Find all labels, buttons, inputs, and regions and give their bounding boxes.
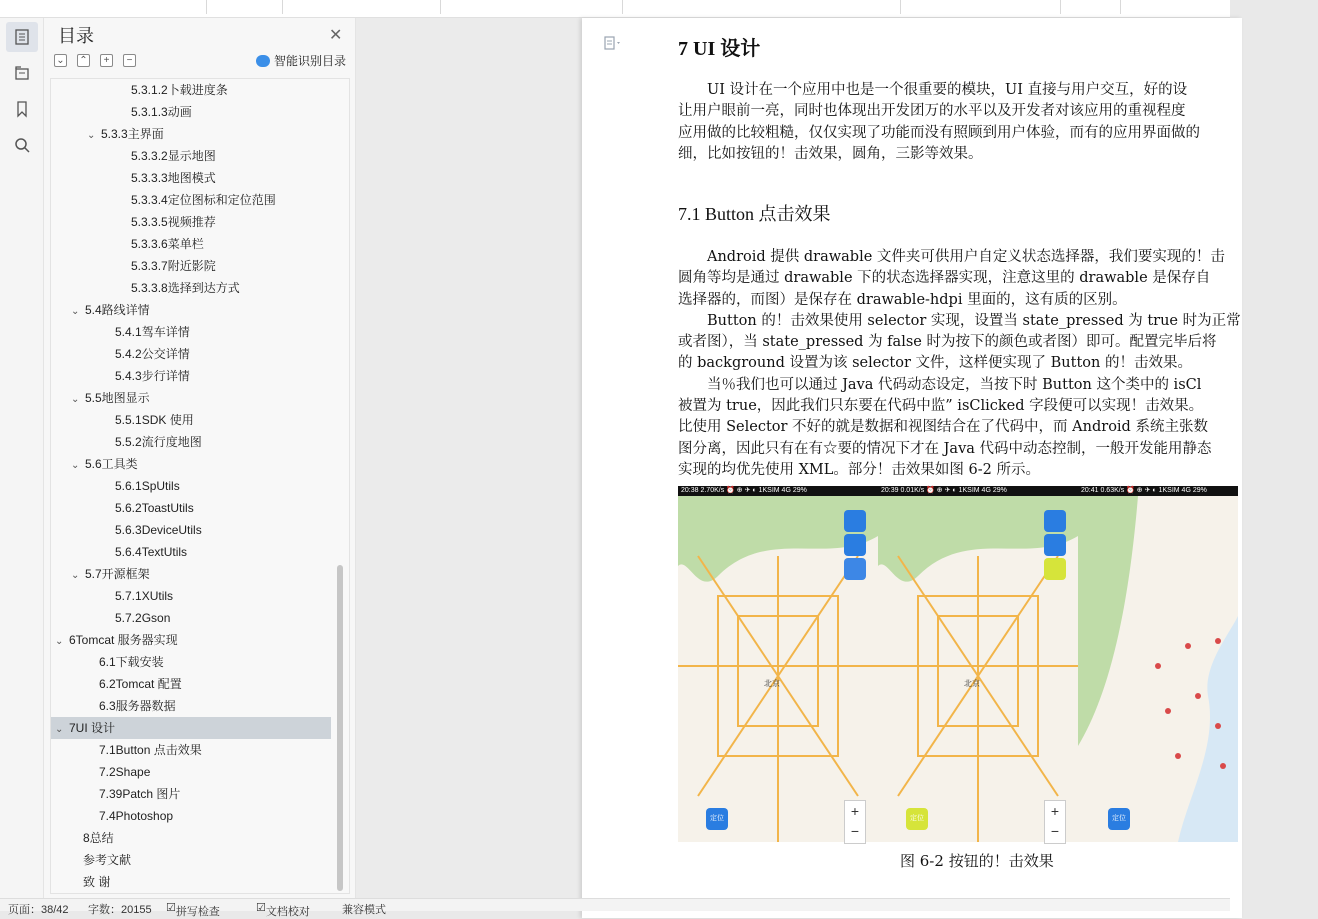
map-action-button[interactable]	[1044, 510, 1066, 532]
toc-item-label: 7.1Button 点击效果	[99, 743, 202, 757]
navigation-button[interactable]	[6, 58, 38, 88]
map-pin	[1215, 638, 1221, 644]
close-icon[interactable]: ✕	[329, 27, 343, 44]
map-pin	[1195, 693, 1201, 699]
toc-item-label: 5.6工具类	[85, 457, 138, 471]
map-action-button[interactable]	[844, 558, 866, 580]
toc-item[interactable]	[51, 563, 331, 585]
body-line: 实现的均优先使用 XML。部分！击效果如图 6-2 所示。	[678, 461, 1040, 478]
toc-item-label: 5.6.4TextUtils	[115, 545, 188, 559]
body-line: Android 提供 drawable 文件夹可供用户自定义状态选择器，我们要实现的！击	[707, 249, 1225, 265]
bookmark-icon	[13, 100, 31, 118]
toc-item-label: 5.3.3.6菜单栏	[131, 237, 204, 251]
phone-status-bar: 20:39 0.01K/s ⏰ ⊕ ✈ ◐ 1KSIM 4G 29%	[878, 486, 1078, 496]
toc-item[interactable]	[51, 739, 331, 761]
toc-item[interactable]	[51, 79, 331, 101]
map-pin	[1220, 763, 1226, 769]
body-line: 选择器的，而图）是保存在 drawable-hdpi 里面的，这有质的区别。	[678, 291, 1127, 308]
chevron-down-icon[interactable]: ⌄	[71, 570, 80, 581]
toc-item-label: 5.6.3DeviceUtils	[115, 523, 202, 537]
figure-screenshots	[678, 486, 1238, 842]
document-area	[356, 18, 1241, 898]
toc-item[interactable]	[51, 695, 331, 717]
spell-check[interactable]: ☑ 拼写检查	[166, 902, 220, 918]
toc-list	[50, 78, 350, 894]
collapse-chevron-down-icon[interactable]: ⌄	[54, 54, 67, 67]
toc-item[interactable]	[51, 717, 331, 739]
doc-proof[interactable]: ☑ 文档校对	[256, 902, 310, 918]
chevron-down-icon[interactable]: ⌄	[55, 636, 64, 647]
map-screenshot	[1078, 486, 1238, 842]
intro-line: 细，比如按钮的！击效果，圆角，三影等效果。	[678, 145, 983, 162]
toc-item[interactable]	[51, 673, 331, 695]
toc-item[interactable]	[51, 497, 331, 519]
toc-item[interactable]	[51, 475, 331, 497]
toc-item-label: 7.39Patch 图片	[99, 787, 181, 801]
toc-item-label: 致 谢	[83, 875, 111, 889]
toc-item-label: 5.3.1.3动画	[131, 105, 192, 119]
toc-item[interactable]	[51, 827, 331, 849]
toolbar-divider	[282, 0, 283, 14]
map-city-label: 北京	[764, 679, 780, 688]
toc-item-label: 7UI 设计	[69, 721, 116, 735]
toc-item-label: 6.2Tomcat 配置	[99, 677, 182, 691]
body-line: 或者图），当 state_pressed 为 false 时为按下的颜色或者图）即可。配置完毕后将	[678, 334, 1217, 351]
body-line: 图分离，因此只有在有☆要的情况下才在 Java 代码中动态控制，一般开发能用静态	[678, 440, 1212, 457]
toc-item-label: 5.4.2公交详情	[115, 347, 190, 361]
figure-caption: 图 6-2 按钮的！击效果	[900, 852, 1054, 870]
toc-item[interactable]	[51, 607, 331, 629]
chevron-down-icon[interactable]: ⌄	[71, 394, 80, 405]
locate-button[interactable]: 定位	[906, 808, 928, 830]
toc-item-label: 5.7.1XUtils	[115, 589, 174, 603]
page-count: 页面：38/42	[8, 904, 69, 916]
chevron-down-icon[interactable]: ⌄	[55, 724, 64, 735]
toc-item[interactable]	[51, 299, 331, 321]
map-canvas	[1078, 496, 1238, 842]
toolbar-divider	[440, 0, 441, 14]
toc-item[interactable]	[51, 541, 331, 563]
map-pin	[1175, 753, 1181, 759]
toc-item-label: 5.4.1驾车详情	[115, 325, 190, 339]
map-screenshot	[678, 486, 878, 842]
toc-item-label: 5.3.3.4定位图标和定位范围	[131, 193, 276, 207]
toolbar-divider	[206, 0, 207, 14]
toc-item-label: 5.5.1SDK 使用	[115, 413, 194, 427]
toc-item-label: 5.6.2ToastUtils	[115, 501, 194, 515]
map-action-button[interactable]	[844, 510, 866, 532]
toc-item-label: 6.3服务器数据	[99, 699, 176, 713]
body-line: 圆角等均是通过 drawable 下的状态选择器实现，注意这里的 drawable 是保存自	[678, 270, 1211, 287]
toc-item[interactable]	[51, 409, 331, 431]
toc-item-label: 8总结	[83, 831, 114, 845]
toolbar-divider	[900, 0, 901, 14]
smart-toc-button[interactable]	[256, 52, 346, 69]
body-line: Button 的！击效果使用 selector 实现，设置当 state_pressed 为 true 时为正常	[707, 312, 1241, 329]
search-icon	[13, 136, 31, 154]
toc-item[interactable]	[51, 123, 331, 145]
toc-item-label: 5.3.3.5视频推荐	[131, 215, 216, 229]
page-options-icon[interactable]	[604, 36, 624, 50]
toc-item[interactable]	[51, 211, 331, 233]
chevron-down-icon[interactable]: ⌄	[71, 306, 80, 317]
toc-item-label: 5.4路线详情	[85, 303, 150, 317]
intro-line: 让用户眼前一亮，同时也体现出开发团万的水平以及开发者对该应用的重视程度	[678, 103, 1186, 120]
bookmark-button[interactable]	[6, 94, 38, 124]
map-pin	[1165, 708, 1171, 714]
toc-item-label: 5.3.3.8选择到达方式	[131, 281, 240, 295]
toc-item-label: 7.2Shape	[99, 765, 151, 779]
toolbar-divider	[1120, 0, 1121, 14]
phone-status-bar: 20:41 0.63K/s ⏰ ⊕ ✈ ◐ 1KSIM 4G 29%	[1078, 486, 1238, 496]
status-bar	[0, 898, 1230, 918]
toc-item[interactable]	[51, 761, 331, 783]
toc-item[interactable]	[51, 101, 331, 123]
map-city-label: 北京	[964, 679, 980, 688]
toc-item-label: 5.7.2Gson	[115, 611, 171, 625]
map-zoom-control[interactable]: + −	[1044, 800, 1066, 844]
toc-item-label: 5.3.3主界面	[101, 127, 164, 141]
map-screenshot	[878, 486, 1078, 842]
compat-mode: 兼容模式	[342, 904, 386, 916]
map-pin	[1155, 663, 1161, 669]
chevron-down-icon[interactable]: ⌄	[87, 130, 96, 141]
side-icon-rail	[0, 18, 44, 898]
body-line: 比使用 Selector 不好的就是数据和视图结合在了代码中，而 Android 系统主张数	[678, 419, 1208, 436]
toc-list-icon	[13, 28, 31, 46]
document-page	[582, 18, 1242, 918]
intro-paragraph	[678, 80, 1318, 165]
toc-item[interactable]	[51, 145, 331, 167]
search-button[interactable]	[6, 130, 38, 160]
map-pin	[1185, 643, 1191, 649]
intro-line: 应用做的比较粗糙，仅仅实现了功能而没有照顾到用户体验，而有的应用界面做的	[678, 124, 1200, 141]
toc-item-label: 5.4.3步行详情	[115, 369, 190, 383]
toc-item-label: 5.3.3.2显示地图	[131, 149, 216, 163]
toolbar-divider	[622, 0, 623, 14]
toc-item-label: 5.3.1.2卜载进度条	[131, 83, 228, 97]
toc-item[interactable]	[51, 519, 331, 541]
toc-item[interactable]	[51, 585, 331, 607]
map-zoom-control[interactable]: + −	[844, 800, 866, 844]
folder-nav-icon	[13, 64, 31, 82]
doc-proof-label: 文档校对	[265, 906, 310, 918]
toc-item-label: 5.6.1SpUtils	[115, 479, 180, 493]
body-line: 当％我们也可以通过 Java 代码动态设定，当按下时 Button 这个类中的 isCl	[707, 376, 1202, 393]
toc-item[interactable]	[51, 805, 331, 827]
toc-scrollbar[interactable]	[337, 565, 343, 891]
chevron-down-icon[interactable]: ⌄	[71, 460, 80, 471]
toc-item-label: 7.4Photoshop	[99, 809, 174, 823]
top-toolbar	[0, 0, 1230, 18]
toc-item[interactable]	[51, 167, 331, 189]
body-line: 的 background 设置为该 selector 文件，这样便实现了 Button 的！击效果。	[678, 355, 1192, 372]
toc-item[interactable]	[51, 453, 331, 475]
smart-toc-label: 智能识别目录	[274, 54, 347, 68]
toc-item[interactable]	[51, 431, 331, 453]
toc-item[interactable]	[51, 189, 331, 211]
toc-item[interactable]	[51, 783, 331, 805]
toc-item[interactable]	[51, 871, 331, 893]
toc-item-label: 6Tomcat 服务器实现	[69, 633, 178, 647]
body-paragraph	[678, 247, 1318, 481]
section-heading: 7.1 Button 点击效果	[678, 204, 831, 224]
body-line: 被置为 true，因此我们只东要在代码中监” isClicked 字段便可以实现！击效果。	[678, 398, 1204, 415]
word-count: 字数：20155	[88, 904, 152, 916]
intro-line: UI 设计在一个应用中也是一个很重要的模块，UI 直接与用户交互，好的设	[707, 82, 1188, 98]
toc-item-label: 5.7开源框架	[85, 567, 150, 581]
collapse-minus-icon[interactable]: −	[123, 54, 136, 67]
toc-item-label: 6.1下载安装	[99, 655, 164, 669]
toc-title: 目录	[58, 26, 94, 47]
locate-button[interactable]: 定位	[706, 808, 728, 830]
toc-item[interactable]	[51, 277, 331, 299]
toc-item[interactable]	[51, 233, 331, 255]
toc-item-label: 5.3.3.3地图模式	[131, 171, 216, 185]
toc-item-label: 参考文献	[83, 853, 132, 867]
toc-item[interactable]	[51, 387, 331, 409]
toc-item[interactable]	[51, 343, 331, 365]
toc-item-label: 5.5.2流行度地图	[115, 435, 202, 449]
toc-item[interactable]	[51, 255, 331, 277]
spell-check-label: 拼写检查	[175, 906, 220, 918]
toc-item[interactable]	[51, 365, 331, 387]
toolbar-divider	[1060, 0, 1061, 14]
toc-item[interactable]	[51, 629, 331, 651]
map-action-button[interactable]	[1044, 534, 1066, 556]
smart-robot-icon	[256, 55, 270, 67]
collapse-chevron-up-icon[interactable]: ⌃	[77, 54, 90, 67]
phone-status-bar: 20:38 2.70K/s ⏰ ⊕ ✈ ◐ 1KSIM 4G 29%	[678, 486, 878, 496]
toc-item[interactable]	[51, 321, 331, 343]
map-pin	[1215, 723, 1221, 729]
map-action-button[interactable]	[844, 534, 866, 556]
toc-tools	[54, 54, 136, 68]
expand-plus-icon[interactable]: +	[100, 54, 113, 67]
toc-item-label: 5.3.3.7附近影院	[131, 259, 216, 273]
toc-item[interactable]	[51, 651, 331, 673]
map-action-button[interactable]	[1044, 558, 1066, 580]
toc-panel	[44, 18, 356, 898]
toc-item[interactable]	[51, 849, 331, 871]
toc-item-label: 5.5地图显示	[85, 391, 150, 405]
chapter-heading: 7 UI 设计	[678, 38, 761, 60]
locate-button[interactable]: 定位	[1108, 808, 1130, 830]
toc-toggle-button[interactable]	[6, 22, 38, 52]
